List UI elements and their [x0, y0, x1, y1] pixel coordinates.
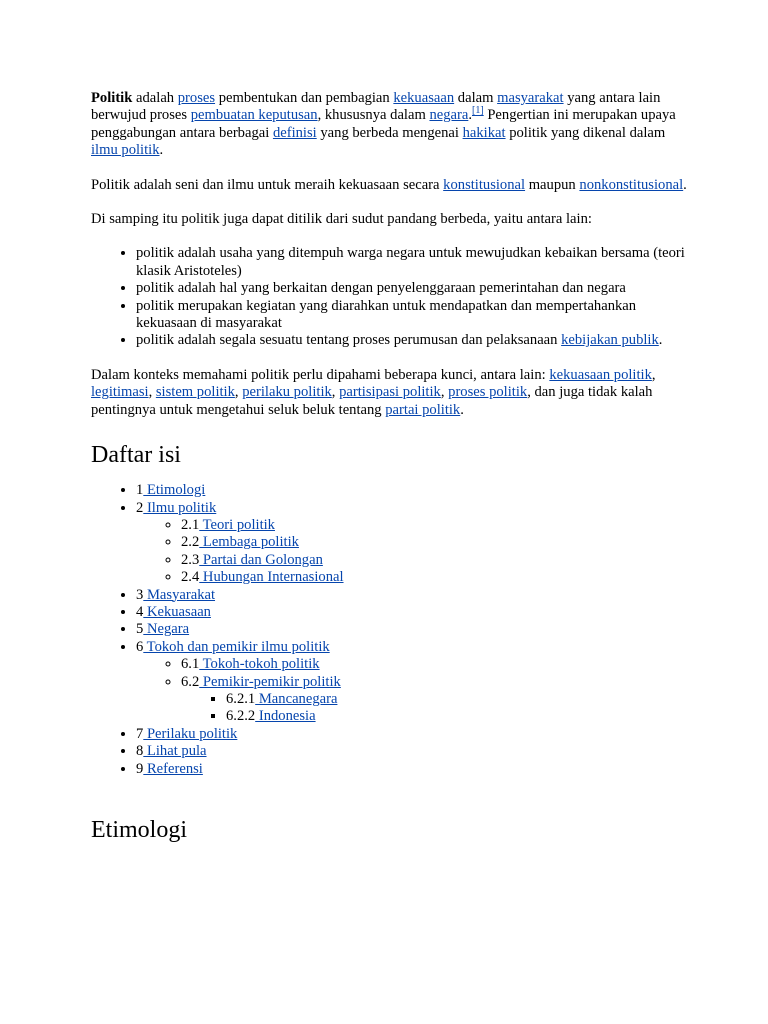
text-run: ,	[331, 384, 340, 401]
toc-link-etimologi[interactable]: Etimologi	[143, 482, 206, 499]
toc-number: 2	[136, 499, 144, 516]
toc-link-tokoh-tokoh-politik[interactable]: Tokoh-tokoh politik	[199, 656, 320, 673]
toc-item	[136, 761, 691, 778]
citation-superscript	[472, 106, 484, 117]
toc-link-referensi[interactable]: Referensi	[143, 760, 203, 777]
toc-number: 6.2.2	[226, 708, 256, 725]
text-run: , dan juga tidak kalah pentingnya untuk mengetahui seluk beluk tentang	[91, 384, 653, 418]
toc-item	[181, 552, 691, 569]
text-run: ,	[148, 384, 156, 401]
toc-link-negara[interactable]: Negara	[143, 621, 190, 638]
link-kebijakan-publik[interactable]: kebijakan publik	[561, 332, 659, 349]
text-run: politik adalah hal yang berkaitan dengan penyelenggaraan pemerintahan dan negara	[136, 280, 626, 297]
toc-number: 2.4	[181, 569, 200, 586]
section-heading-etimologi: Etimologi	[91, 817, 187, 843]
toc-number: 2.3	[181, 551, 200, 568]
toc-item	[181, 656, 691, 673]
toc-number: 3	[136, 586, 144, 603]
toc-number: 6.2.1	[226, 690, 256, 707]
text-run: .	[658, 332, 663, 349]
toc-item	[226, 708, 691, 725]
table-of-contents	[91, 482, 691, 778]
toc-link-kekuasaan[interactable]: Kekuasaan	[143, 603, 211, 620]
toc-number: 8	[136, 743, 144, 760]
text-run: , khususnya dalam	[317, 107, 430, 124]
toc-sublist	[136, 656, 691, 726]
toc-item	[136, 500, 691, 587]
intro-paragraph-2	[91, 177, 691, 194]
toc-link-mancanegara[interactable]: Mancanegara	[255, 690, 338, 707]
link-perilaku-politik[interactable]: perilaku politik	[242, 384, 332, 401]
toc-link-lembaga-politik[interactable]: Lembaga politik	[199, 534, 299, 551]
list-item	[136, 332, 691, 349]
text-run: ,	[440, 384, 449, 401]
link-nonkonstitusional[interactable]: nonkonstitusional	[579, 176, 684, 193]
link-kekuasaan[interactable]: kekuasaan	[393, 90, 455, 106]
toc-item	[181, 534, 691, 551]
link-definisi[interactable]: definisi	[272, 124, 317, 141]
text-run: .	[460, 401, 464, 418]
text-run: yang berbeda mengenai	[316, 124, 463, 141]
toc-link-indonesia[interactable]: Indonesia	[255, 708, 316, 725]
toc-item	[136, 726, 691, 743]
toc-item	[181, 674, 691, 726]
intro-paragraph-3	[91, 211, 691, 228]
toc-item	[136, 587, 691, 604]
toc-number: 6	[136, 638, 144, 655]
text-run: ,	[234, 384, 243, 401]
text-run: Di samping itu politik juga dapat ditilik dari sudut pandang berbeda, yaitu antara lain:	[91, 211, 592, 228]
link-masyarakat[interactable]: masyarakat	[497, 90, 564, 106]
toc-sublist	[181, 691, 691, 726]
toc-item	[136, 743, 691, 760]
toc-number: 7	[136, 725, 144, 742]
link-kekuasaan-politik[interactable]: kekuasaan politik	[549, 366, 652, 383]
text-run: dalam	[454, 90, 498, 106]
toc-number: 9	[136, 760, 144, 777]
toc-item	[136, 482, 691, 499]
toc-link-hubungan-internasional[interactable]: Hubungan Internasional	[199, 569, 344, 586]
toc-link-pemikir-pemikir-politik[interactable]: Pemikir-pemikir politik	[199, 673, 341, 690]
toc-item	[181, 517, 691, 534]
article-body	[91, 90, 691, 844]
toc-link-perilaku-politik[interactable]: Perilaku politik	[143, 725, 238, 742]
toc-item	[136, 639, 691, 726]
text-run: adalah	[132, 90, 178, 106]
toc-number: 2.2	[181, 534, 200, 551]
toc-item	[226, 691, 691, 708]
toc-link-masyarakat[interactable]: Masyarakat	[143, 586, 216, 603]
list-item	[136, 298, 691, 333]
toc-number: 5	[136, 621, 144, 638]
toc-link-tokoh-dan-pemikir-ilmu-politik[interactable]: Tokoh dan pemikir ilmu politik	[143, 638, 330, 655]
text-run: .	[683, 176, 687, 193]
text-run: politik merupakan kegiatan yang diarahkan untuk mendapatkan dan mempertahankan kekuasaan di masyarakat	[136, 297, 637, 332]
list-item	[136, 245, 691, 280]
text-run: politik adalah segala sesuatu tentang proses perumusan dan pelaksanaan	[136, 332, 562, 349]
toc-item	[181, 569, 691, 586]
text-run: pembentukan dan pembagian	[215, 90, 394, 106]
toc-number: 1	[136, 482, 144, 499]
toc-number: 6.2	[181, 673, 200, 690]
link-proses[interactable]: proses	[177, 90, 216, 106]
text-run: maupun	[525, 176, 580, 193]
toc-number: 6.1	[181, 656, 200, 673]
toc-heading: Daftar isi	[91, 442, 181, 469]
text-run: Pengertian ini merupakan upaya penggabungan antara berbagai	[91, 107, 676, 141]
text-run: politik yang dikenal dalam	[505, 124, 666, 141]
toc-number: 2.1	[181, 516, 200, 533]
link-ilmu-politik[interactable]: ilmu politik	[91, 142, 160, 159]
list-item	[136, 280, 691, 297]
link-proses-politik[interactable]: proses politik	[448, 384, 528, 401]
link-negara[interactable]: negara	[429, 107, 469, 124]
toc-item	[136, 621, 691, 638]
text-run: .	[468, 107, 472, 124]
toc-sublist	[136, 517, 691, 587]
definition-list	[91, 245, 691, 349]
text-run: ,	[651, 366, 656, 383]
text-run: Politik adalah seni dan ilmu untuk meraih kekuasaan secara	[91, 176, 444, 193]
toc-link-teori-politik[interactable]: Teori politik	[199, 516, 275, 533]
toc-link-lihat-pula[interactable]: Lihat pula	[143, 743, 207, 760]
link-legitimasi[interactable]: legitimasi	[91, 384, 149, 401]
text-run: .	[159, 142, 164, 159]
toc-item	[136, 604, 691, 621]
link-partai-politik[interactable]: partai politik	[385, 401, 461, 418]
text-run: politik adalah usaha yang ditempuh warga negara untuk mewujudkan kebaikan bersama (teori klasik Aristoteles)	[136, 245, 685, 279]
citation-link[interactable]: [1]	[472, 105, 484, 117]
link-pembuatan-keputusan[interactable]: pembuatan keputusan	[190, 107, 318, 124]
link-partisipasi-politik[interactable]: partisipasi politik	[339, 384, 441, 401]
toc-link-ilmu-politik[interactable]: Ilmu politik	[143, 499, 217, 516]
text-run: Dalam konteks memahami politik perlu dipahami beberapa kunci, antara lain:	[91, 366, 550, 383]
link-konstitusional[interactable]: konstitusional	[443, 176, 526, 193]
link-sistem-politik[interactable]: sistem politik	[155, 384, 235, 401]
link-hakikat[interactable]: hakikat	[462, 124, 506, 141]
intro-paragraph-1	[91, 90, 691, 160]
bold-term: Politik	[91, 90, 133, 106]
intro-paragraph-4	[91, 367, 691, 419]
toc-link-partai-dan-golongan[interactable]: Partai dan Golongan	[199, 551, 323, 568]
toc-number: 4	[136, 603, 144, 620]
text-run: yang antara lain berwujud proses	[91, 90, 661, 124]
